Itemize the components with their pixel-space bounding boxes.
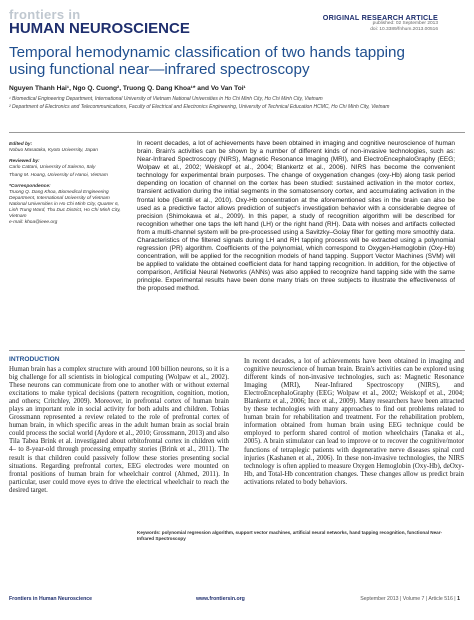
body-divider — [9, 350, 465, 351]
article-type: ORIGINAL RESEARCH ARTICLE — [322, 13, 438, 22]
body-column-right: In recent decades, a lot of achievements have been obtained in imaging and cognitive neuroscience of human brain. Brain's activities can be explored using different kinds of non-invasive technologies, such as: Magnetic Resonance Imaging (MRI), Near-Infrared Spectroscopy (NIRS), and ElectroEncephaloGraphy (EEG; Wolpaw et al., 2002; Weiskopf et al., 2004; Blankertz et al., 2006; Ince et al., 2009). Many researchers have been attracted by these technologies with many approaches to find out problems related to human brain for rehabilitation and treatment. For the rehabilitation problem, information obtained from human brain using EEG technique could be employed to perform shared control of motion wheelchairs (Tanaka et al., 2005). A brain stimulator can lead to improve or to recover the cognitive/motor functions of tetraplegic patients with degenerative nerve diseases spinal cord injuries (Kashanen et al., 2006). In these non-invasive technologies, the NIRS technology is often applied to measure Oxygen Hemoglobin (Oxy-Hb), deOxy-Hb, and Total-Hb concentration changes. These changes allow us predict brain activations related to body behaviors. — [244, 358, 464, 486]
abstract: In recent decades, a lot of achievements have been obtained in imaging and cognitive neuroscience of human brain. Brain's activities can be shown by a number of different kinds of non-invasive technologies, such as: Near-Infrared Spectroscopy (NIRS), Magnetic Resonance Imaging (MRI), and ElectroEncephaloGraphy (EEG; Wolpaw et al., 2002; Weiskopf et al., 2004; Blankertz et al., 2006). NIRS has become the convenient technology for experimental brain purposes. The change of oxygenation changes (oxy-Hb) along task period depending on location of channel on the cortex has been studied: sustained activation in the motor cortex, transient activation during the initial segments in the somatosensory cortex, and accumulating activation in the frontal lobe (Gentili et al., 2010). Oxy-Hb concentration at the aforementioned sites in the brain can also be used as a predictive factor allows prediction of subject's investigation behavior with a considerable degree of precision (Shimokawa et al., 2009). In this paper, a study of recognition algorithm will be described for recognition whether one taps the left hand (LH) or the right hand (RH). Data with noises and artifacts collected from a multi-channel system will be pre-processed using a Savitzky–Golay filter for getting more smoothly data. Characteristics of the filtered signals during LH and RH tapping process will be extracted using a polynomial regression (PR) algorithm. Coefficients of the polynomial, which correspond to Oxygen-Hemoglobin (Oxy-Hb) concentration, will be applied for the recognition models of hand tapping. Support Vector Machines (SVM) will be applied to validate the obtained coefficient data for hand tapping recognition. In addition, for the objective of comparison, Artificial Neural Networks (ANNs) was also applied to recognize hand tapping side with the same principle. Experimental results have been done many trials on three subjects to illustrate the effectiveness of the proposed method. — [137, 140, 455, 293]
footer-issue — [360, 596, 460, 602]
journal-logo-line2: HUMAN NEUROSCIENCE — [9, 20, 190, 37]
header-divider — [9, 132, 465, 133]
editor: Nobuo Masataka, Kyoto University, Japan — [9, 148, 98, 153]
publication-info — [370, 21, 438, 33]
correspondence-address: Truong Q. Dang Khoa, Biomedical Engineering Department, International University of Vietnam National Universities in Ho Chi Minh City, Quarter 6, Linh Trung Ward, Thu Duc District, Ho Chi Minh City, Vietnam — [9, 190, 121, 219]
affiliation-2: ² Department of Electronics and Telecommunications, Faculty of Electrical and Electronics Engineering, University of Technical Education HCMC, Ho Chi Minh City, Vietnam — [9, 104, 390, 110]
keywords — [137, 530, 455, 542]
correspondence-email[interactable]: e-mail: khoa@ieee.org — [9, 220, 58, 225]
keywords-label: Keywords: — [137, 530, 161, 535]
body-column-left: Human brain has a complex structure with around 100 billion neurons, so it is a big challenge for all scientists in biological computing (Wolpaw et al., 2002). These neurons can communicate from one to another with or without external excitations to make typical decisions (pattern recognition, cognition, motion, and others; Critchley, 2009). Moreover, in prefrontal cortex of human brain plays an important role in social activity for both adults and children. Tobias Grossmann represented a review related to the role of prefrontal cortex of human brain, in which specific areas in the adult human brain as social brain could process the social world (Aydore et al., 2010; Grossmann, 2013) and also Tila Tabea Brink et al. investigated about orbitofrontal cortex in children with 4– to 8-year-old through processing empathy stories (Brink et al., 2011). The result is that children could passively follow these stories presenting social situations. Regarding prefrontal cortex, EEG electrodes were mounted on frontal positions of human brain for wheelchair control (Ahmed, 2011). In particular, user could move eyes to drive the electrical wheelchair to reach the desired target. — [9, 366, 229, 494]
page-number: 1 — [457, 596, 460, 602]
footer-url[interactable]: www.frontiersin.org — [196, 596, 245, 602]
reviewed-by-label: Reviewed by: — [9, 159, 40, 164]
doi[interactable]: doi: 10.3389/fnhum.2013.00516 — [370, 27, 438, 32]
article-meta — [9, 137, 127, 226]
author-list: Nguyen Thanh Hai¹, Ngo Q. Cuong², Truong Q. Dang Khoa¹* and Vo Van Toi¹ — [9, 85, 246, 92]
journal-logo-line1: frontiers in — [9, 7, 81, 22]
footer-journal: Frontiers in Human Neuroscience — [9, 596, 93, 602]
reviewer-1: Carlo Cattani, University of Salerno, Italy — [9, 165, 96, 170]
reviewer-2: Thang M. Hoang, University of Hanoi, Vietnam — [9, 173, 108, 178]
section-heading-introduction: INTRODUCTION — [9, 356, 60, 363]
published-date: published: 02 September 2013 — [372, 21, 438, 26]
correspondence-label: *Correspondence: — [9, 184, 51, 189]
footer-issue-text: September 2013 | Volume 7 | Article 516 | — [360, 596, 456, 602]
affiliation-1: ¹ Biomedical Engineering Department, International University of Vietnam National Universities in Ho Chi Minh City, Ho Chi Minh City, Vietnam — [9, 96, 323, 102]
keywords-text: polynomial regression algorithm, support vector machines, artificial neural networks, hand tapping recognition, functional Near-Infrared Spectroscopy — [137, 530, 443, 541]
paper-title: Temporal hemodynamic classification of two hands tapping using functional near—infrared spectroscopy — [9, 44, 405, 78]
edited-by-label: Edited by: — [9, 142, 33, 147]
